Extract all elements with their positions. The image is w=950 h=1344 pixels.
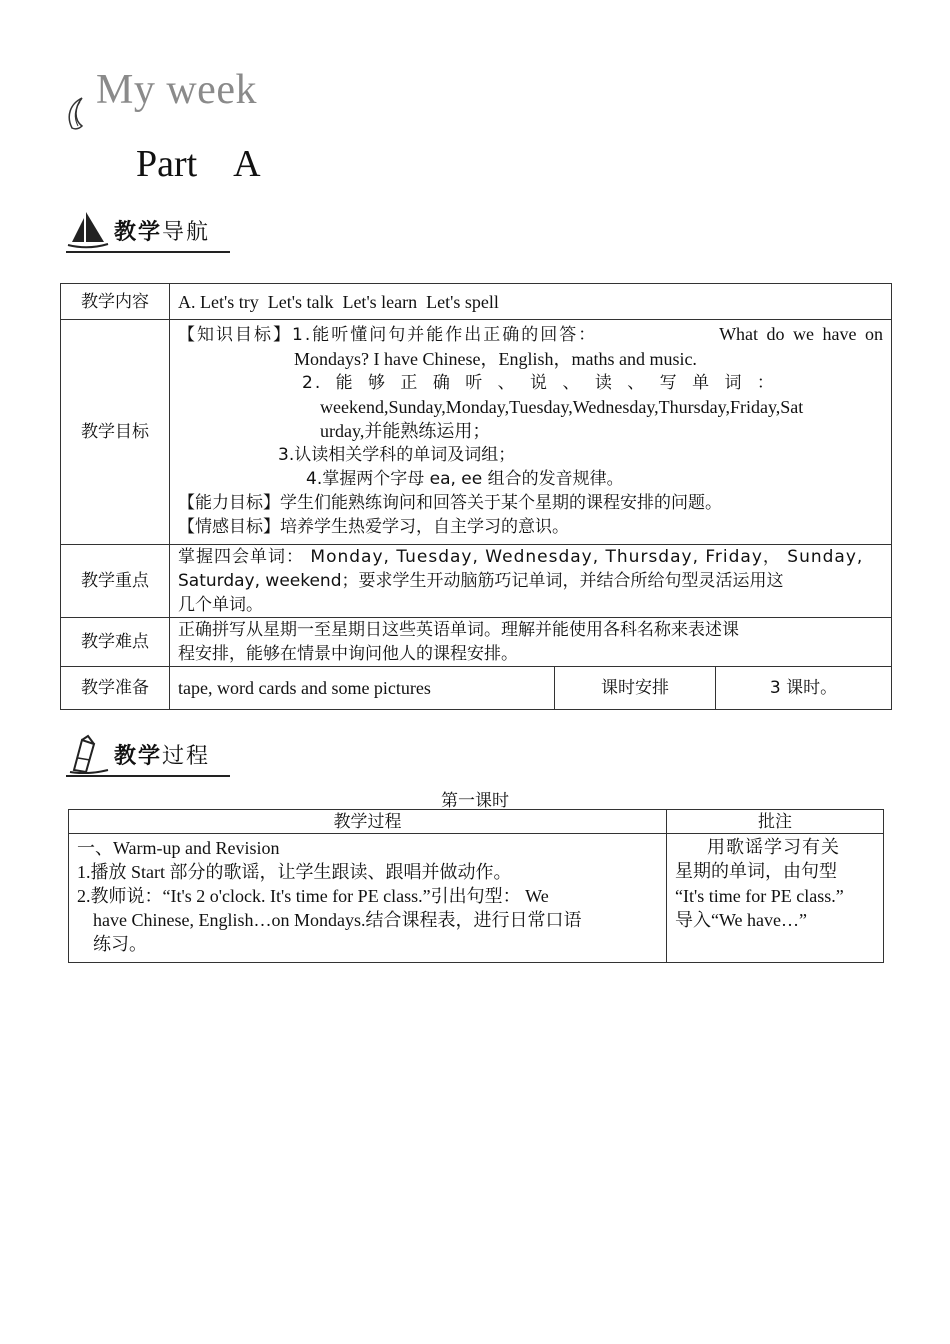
process-row (69, 834, 884, 963)
key-line2: Saturday, weekend；要求学生开动脑筋巧记单词，并结合所给句型灵活运用这 (178, 571, 784, 591)
hours-label: 课时安排 (555, 667, 716, 710)
k1-zh: 1.能听懂问句并能作出正确的回答： (292, 325, 598, 345)
prep-row (61, 667, 892, 710)
banner-guide-bold: 教学 (114, 220, 163, 245)
process-cell (69, 834, 667, 963)
emotion-goal: 【情感目标】培养学生热爱学习，自主学习的意识。 (178, 517, 569, 537)
content-label: 教学内容 (61, 284, 170, 320)
hours-value: 3 课时。 (716, 667, 892, 710)
unit-title: My week (96, 67, 257, 113)
step2-line3: 练习。 (93, 934, 147, 954)
prep-value: tape, word cards and some pictures (170, 667, 555, 710)
part-title: Part A (136, 143, 261, 185)
prep-label: 教学准备 (61, 667, 170, 710)
key-line3: 几个单词。 (178, 595, 263, 615)
unit-leaf-icon (66, 96, 86, 137)
sailboat-icon (66, 210, 110, 250)
banner-process-underline (66, 775, 230, 777)
content-value: A. Let's try Let's talk Let's learn Let's spell (170, 284, 892, 320)
k1-en: What do we have on (719, 324, 884, 344)
k4: 4.掌握两个字母 ea, ee 组合的发音规律。 (306, 469, 624, 489)
difficulty-line1: 正确拼写从星期一至星期日这些英语单词。理解并能使用各科名称来表述课 (178, 620, 739, 640)
note-line3: “It's time for PE class.” (675, 886, 844, 906)
difficulty-row (61, 618, 892, 667)
banner-guide-light: 导航 (162, 220, 211, 245)
ability-goal: 【能力目标】学生们能熟练询问和回答关于某个星期的课程安排的问题。 (178, 493, 722, 513)
goals-cell (170, 320, 892, 545)
notes-cell (667, 834, 884, 963)
k2-zh: 2. 能 够 正 确 听 、 说 、 读 、 写 单 词 ： (302, 373, 776, 393)
overview-table (60, 283, 892, 710)
step2-line1: 2.教师说：“It's 2 o'clock. It's time for PE class.”引出句型： We (77, 886, 549, 906)
knowledge-tag: 【知识目标】 (178, 325, 292, 345)
difficulty-label: 教学难点 (61, 618, 170, 667)
process-column-header: 教学过程 (69, 810, 667, 834)
k1-line2: Mondays? I have Chinese，English，maths and music. (294, 349, 697, 369)
content-row (61, 284, 892, 320)
key-row (61, 545, 892, 618)
note-line4: 导入“We have…” (675, 910, 807, 930)
note-line1: 用歌谣学习有关 (707, 837, 840, 858)
k2-words2: urday,并能熟练运用； (320, 421, 491, 441)
banner-guide-underline (66, 251, 230, 253)
difficulty-cell (170, 618, 892, 667)
pencil-icon (66, 734, 110, 774)
step2-line2: have Chinese, English…on Mondays.结合课程表，进行日常口语 (93, 910, 582, 930)
k3: 3.认读相关学科的单词及词组； (278, 445, 516, 465)
k2-words: weekend,Sunday,Monday,Tuesday,Wednesday,Thursday,Friday,Sat (320, 397, 804, 417)
notes-column-header: 批注 (667, 810, 884, 834)
goals-row (61, 320, 892, 545)
key-line1: 掌握四会单词： Monday, Tuesday, Wednesday, Thursday, Friday， Sunday, (178, 547, 864, 567)
lesson-label: 第一课时 (441, 791, 509, 811)
teaching-process-banner (66, 734, 210, 774)
process-header-row (69, 810, 884, 834)
step-title: 一、Warm-up and Revision (77, 838, 280, 858)
key-label: 教学重点 (61, 545, 170, 618)
step1: 1.播放 Start 部分的歌谣，让学生跟读、跟唱并做动作。 (77, 862, 512, 882)
teaching-guide-banner (66, 210, 210, 250)
banner-process-light: 过程 (162, 744, 211, 769)
difficulty-line2: 程安排，能够在情景中询问他人的课程安排。 (178, 644, 518, 664)
key-cell (170, 545, 892, 618)
banner-process-bold: 教学 (114, 744, 163, 769)
process-table (68, 809, 884, 963)
goals-label: 教学目标 (61, 320, 170, 545)
note-line2: 星期的单词，由句型 (675, 861, 837, 882)
